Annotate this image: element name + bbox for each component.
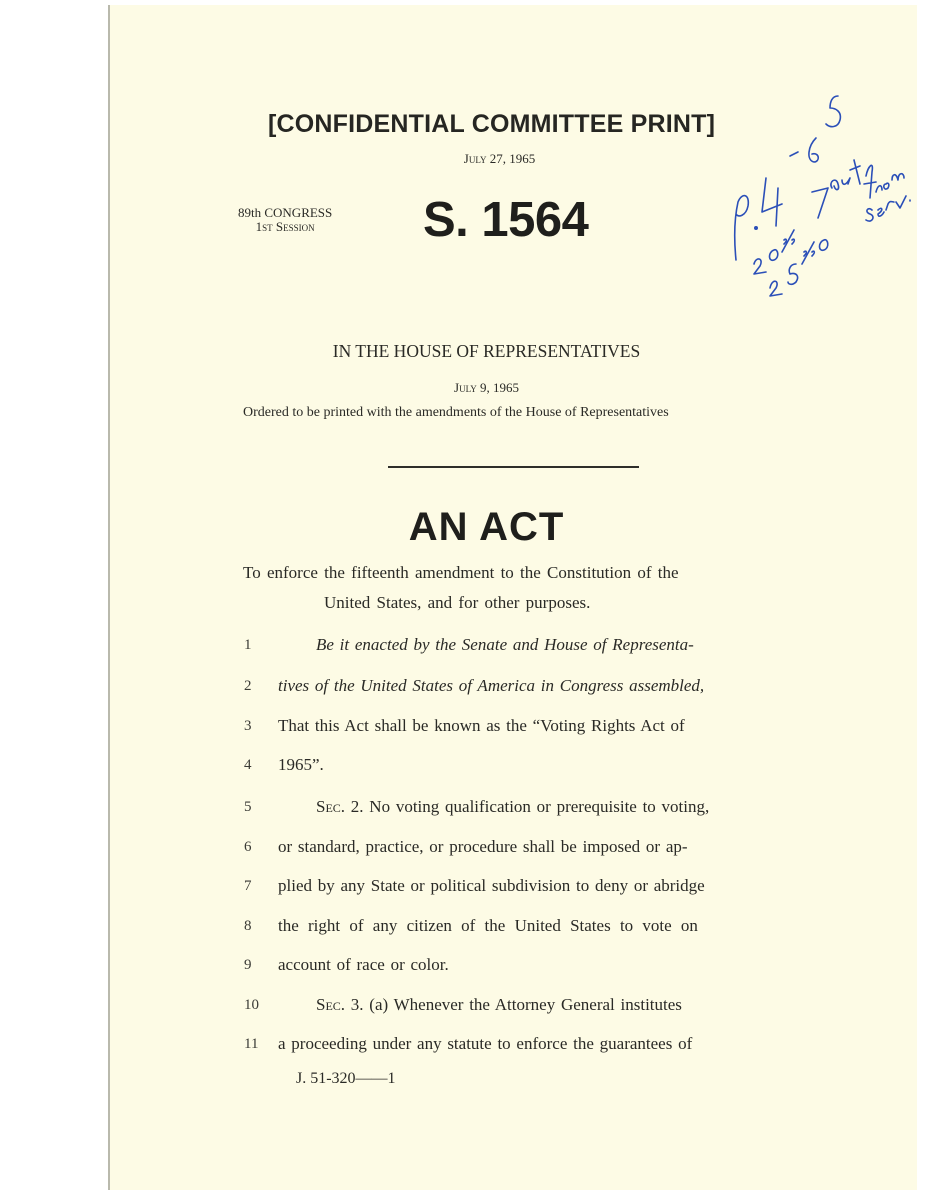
line-text: account of race or color. [278,955,449,974]
line-text: plied by any State or political subdivision to deny or abridge [278,876,705,895]
line-number: 9 [244,957,252,973]
line-text: Be it enacted by the Senate and House of Representa- [316,635,694,654]
line-number: 11 [244,1036,259,1052]
line-number: 1 [244,637,252,653]
bill-number: S. 1564 [423,193,589,247]
line-text: That this Act shall be known as the “Voting Rights Act of [278,716,685,735]
order-note: Ordered to be printed with the amendments of the House of Representatives [243,405,669,420]
divider-rule [388,466,639,468]
line-number: 5 [244,799,252,815]
act-title: AN ACT [408,505,565,549]
purpose-line-2: United States, and for other purposes. [324,593,591,612]
chamber-heading: IN THE HOUSE OF REPRESENTATIVES [332,341,641,361]
line-text: 1965”. [278,755,324,774]
line-number: 8 [244,918,252,934]
line-number: 7 [244,878,252,894]
chamber-date: July 9, 1965 [454,380,519,395]
line-number: 10 [244,997,259,1013]
line-number: 4 [244,757,252,773]
print-code: J. 51-320——1 [296,1070,396,1087]
congress-session [238,206,332,234]
session-label: 1st Session [255,219,315,234]
line-number: 6 [244,839,252,855]
line-text: or standard, practice, or procedure shall be imposed or ap- [278,837,688,856]
line-number: 3 [244,718,252,734]
line-text: Sec. 3. (a) Whenever the Attorney General institutes [316,995,682,1014]
line-text: a proceeding under any statute to enforce the guarantees of [278,1034,693,1053]
line-number: 2 [244,678,252,694]
line-text: the right of any citizen of the United States to vote on [278,916,698,935]
handwritten-annotation [720,80,920,300]
confidential-stamp: [CONFIDENTIAL COMMITTEE PRINT] [268,110,716,138]
congress-label: 89th CONGRESS [238,205,333,220]
purpose-line-1: To enforce the fifteenth amendment to the Constitution of the [243,563,679,582]
line-text: tives of the United States of America in Congress assembled, [278,676,705,695]
print-date: July 27, 1965 [463,151,536,166]
line-text: Sec. 2. No voting qualification or prerequisite to voting, [316,797,710,816]
